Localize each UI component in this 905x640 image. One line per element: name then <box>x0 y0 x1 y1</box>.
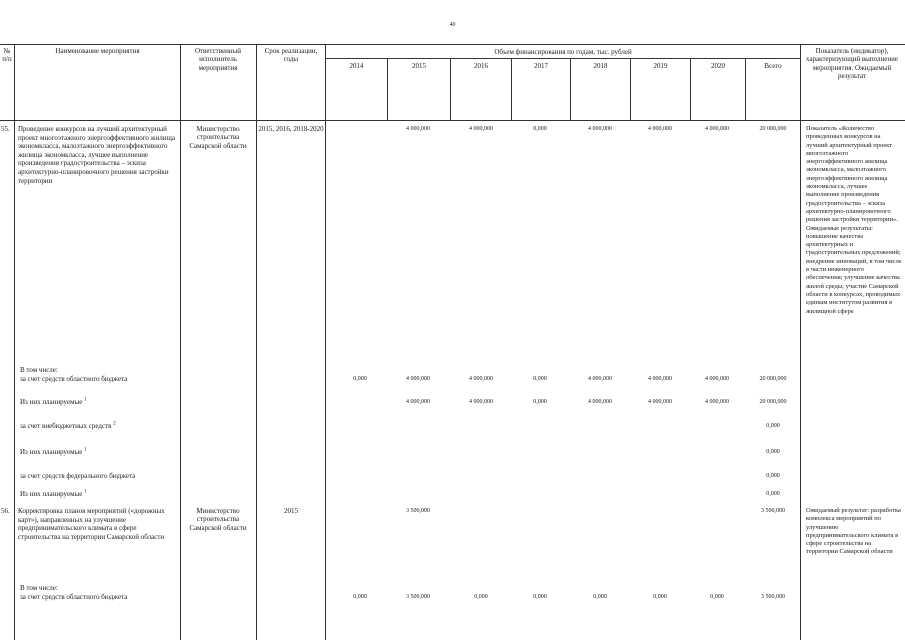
col-divider-term <box>325 44 326 640</box>
row-56-regional-2014: 0,000 <box>353 594 367 600</box>
header-year-2014: 2014 <box>349 62 364 70</box>
row-55-regional-2020: 4 000,000 <box>705 376 729 382</box>
header-responsible: Ответственный исполнитель мероприятия <box>194 47 242 72</box>
header-num: № п/п <box>2 47 12 64</box>
row-55-planned3-label: Из них планируемые $^1$ <box>20 489 87 498</box>
row-55-planned1-2020: 4 000,000 <box>705 399 729 405</box>
row-55-planned1-label: Из них планируемые $^1$ <box>20 397 87 406</box>
row-55-indicator: Показатель «Количество проведенных конкурсов на лучший архитектурный проект многоэтажного энергоэффективного жилища экономкласса, малоэтажного энергоэффективного жилища экономкласса, лучшее выполнение произведения градостроительства – эскиза архитектурно-планировочного решения застройки территории». Ожидаемые результаты: повышение качества архитектурных и градостроительных предложений; внедрение инноваций, в том числе в части инженерного обеспечения; улучшение качества жилой среды; участие Самарской области в конкурсах, проводимых единым институтом развития в жилищной сфере <box>806 125 902 315</box>
row-55-regional-2017: 0,000 <box>533 376 547 382</box>
header-year-2015: 2015 <box>412 62 426 70</box>
row-56-num: 56. <box>1 507 10 515</box>
header-bottom-border <box>0 120 905 121</box>
row-56-indicator: Ожидаемый результат: разработка комплекса мероприятий по улучшению предпринимательского климата в сфере строительства на территории Самарской области <box>806 507 901 556</box>
row-55-num: 55. <box>1 125 10 133</box>
row-56-regional-label: за счет средств областного бюджета <box>20 593 128 601</box>
row-56-regional-2017: 0,000 <box>533 594 547 600</box>
row-55-value-total: 20 000,000 <box>759 126 787 132</box>
table-top-border <box>0 44 905 45</box>
row-55-regional-label: за счет средств областного бюджета <box>20 375 128 383</box>
row-55-responsible: Министерство строительства Самарской области <box>189 125 247 150</box>
row-55-planned1-2019: 4 000,000 <box>648 399 672 405</box>
row-55-value-2020: 4 000,000 <box>705 126 729 132</box>
page-number: 40 <box>449 22 456 28</box>
row-55-extrabudget-label: за счет внебюджетных средств $^2$ <box>20 421 116 430</box>
header-indicator: Показатель (индикатор), характеризующий выполнение мероприятия. Ожидаемый результат <box>806 47 898 81</box>
header-year-2016: 2016 <box>474 62 488 70</box>
row-55-extrabudget-total: 0,000 <box>766 423 780 429</box>
header-term: Срок реализации, годы <box>264 47 318 64</box>
row-56-regional-2015: 3 500,000 <box>406 594 430 600</box>
row-56-in-total-label: В том числе: <box>20 584 58 592</box>
row-55-regional-total: 20 000,000 <box>759 376 787 382</box>
header-total: Всего <box>764 62 782 70</box>
row-55-planned1-2018: 4 000,000 <box>588 399 612 405</box>
row-55-regional-2014: 0,000 <box>353 376 367 382</box>
row-56-term: 2015 <box>284 507 298 515</box>
header-volume: Объем финансирования по годам, тыс. рублей <box>494 48 632 56</box>
row-55-planned3-total: 0,000 <box>766 491 780 497</box>
row-55-term: 2015, 2016, 2018-2020 <box>258 125 324 133</box>
row-56-regional-total: 3 500,000 <box>761 594 785 600</box>
row-55-federal-label: за счет средств федерального бюджета <box>20 472 136 480</box>
row-55-planned1-total: 20 000,000 <box>759 399 787 405</box>
header-year-2018: 2018 <box>593 62 608 70</box>
col-divider-num <box>14 44 15 640</box>
row-55-value-2016: 4 000,000 <box>469 126 493 132</box>
row-55-federal-total: 0,000 <box>766 473 780 479</box>
row-55-in-total-label: В том числе: <box>20 366 58 374</box>
years-row-divider <box>325 58 800 59</box>
row-56-responsible: Министерство строительства Самарской области <box>189 507 247 532</box>
row-56-value-total: 3 500,000 <box>761 508 785 514</box>
row-56-name: Корректировка планов мероприятий («дорожных карт»), направленных на улучшение предпринимательского климата в сфере строительства на территории Самарской области <box>18 507 165 541</box>
row-56-regional-2020: 0,000 <box>710 594 724 600</box>
row-56-regional-2018: 0,000 <box>593 594 607 600</box>
row-55-planned1-2016: 4 000,000 <box>469 399 493 405</box>
row-55-regional-2018: 4 000,000 <box>588 376 612 382</box>
header-name: Наименование мероприятия <box>55 47 140 55</box>
header-year-2020: 2020 <box>711 62 725 70</box>
row-55-planned1-2017: 0,000 <box>533 399 547 405</box>
row-56-regional-2019: 0,000 <box>653 594 667 600</box>
row-55-regional-2019: 4 000,000 <box>648 376 672 382</box>
row-56-value-2015: 3 500,000 <box>406 508 430 514</box>
header-year-2019: 2019 <box>653 62 668 70</box>
row-55-planned2-total: 0,000 <box>766 449 780 455</box>
row-55-planned1-2015: 4 000,000 <box>406 399 430 405</box>
row-55-regional-2016: 4 000,000 <box>469 376 493 382</box>
row-55-name: Проведение конкурсов на лучший архитектурный проект многоэтажного энергоэффективного жилища экономкласса, малоэтажного энергоэффективного жилища экономкласса, лучшее выполнение произведения градостроительства – эскиза архитектурно-планировочного решения застройки территории <box>18 125 175 185</box>
row-55-value-2015: 4 000,000 <box>406 126 430 132</box>
header-year-2017: 2017 <box>534 62 548 70</box>
col-divider-total <box>800 44 801 640</box>
row-56-regional-2016: 0,000 <box>474 594 488 600</box>
row-55-value-2019: 4 000,000 <box>648 126 672 132</box>
row-55-regional-2015: 4 000,000 <box>406 376 430 382</box>
row-55-planned2-label: Из них планируемые $^1$ <box>20 447 87 456</box>
row-55-value-2017: 0,000 <box>533 126 547 132</box>
row-55-value-2018: 4 000,000 <box>588 126 612 132</box>
